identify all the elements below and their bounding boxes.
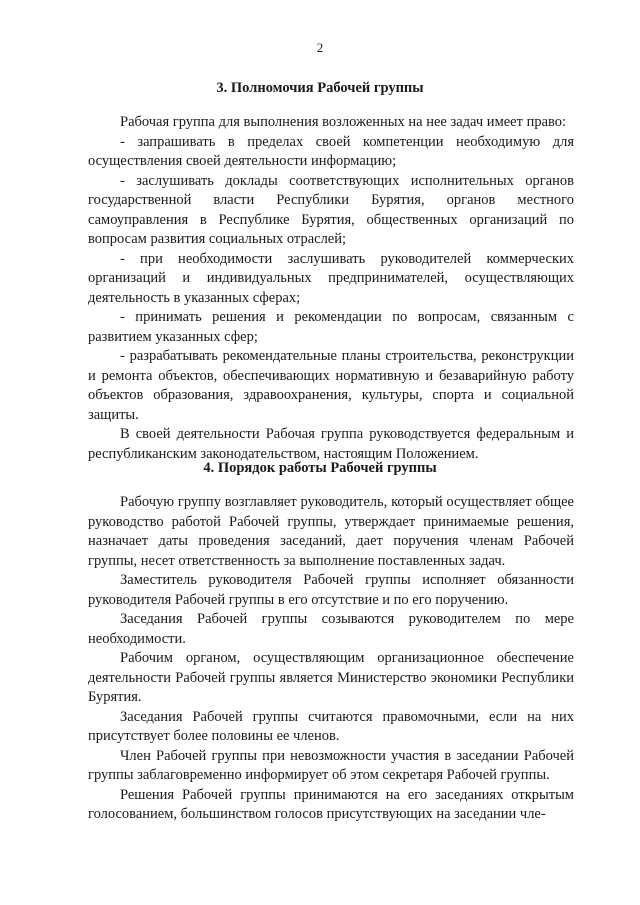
paragraph: Член Рабочей группы при невозможности участия в заседании Рабочей группы заблаговременно информирует об этом секретаря Рабочей группы.: [88, 747, 574, 783]
section-3-body: [88, 113, 574, 464]
paragraph: Заместитель руководителя Рабочей группы исполняет обязанности руководителя Рабочей группы в его отсутствие и по его поручению.: [88, 572, 574, 608]
list-item: - заслушивать доклады соответствующих исполнительных органов государственной власти Республики Бурятия, органов местного самоуправления в Республике Бурятия, общественных организаций по вопросам развития социальных отраслей;: [88, 172, 574, 247]
list-item: - запрашивать в пределах своей компетенции необходимую для осуществления своей деятельности информацию;: [88, 133, 574, 169]
paragraph: Заседания Рабочей группы считаются правомочными, если на них присутствует более половины ее членов.: [88, 708, 574, 744]
paragraph: Рабочим органом, осуществляющим организационное обеспечение деятельности Рабочей группы является Министерство экономики Республики Бурятия.: [88, 650, 574, 705]
paragraph: Рабочая группа для выполнения возложенных на нее задач имеет право:: [120, 114, 567, 130]
paragraph: Заседания Рабочей группы созываются руководителем по мере необходимости.: [88, 611, 574, 647]
paragraph: Решения Рабочей группы принимаются на его заседаниях открытым голосованием, большинством голосов присутствующих на заседании чле-: [88, 786, 574, 822]
paragraph: Рабочую группу возглавляет руководитель, который осуществляет общее руководство работой Рабочей группы, утверждает принимаемые решения, назначает даты проведения заседаний, дает поручения членам Рабочей группы, несет ответственность за выполнение поставленных задач.: [88, 494, 574, 569]
section-4-body: [88, 493, 574, 825]
list-item: - разрабатывать рекомендательные планы строительства, реконструкции и ремонта объектов, обеспечивающих нормативную и безаварийную работу объектов образования, здравоохранения, культуры, спорта и социальной защиты.: [88, 348, 574, 423]
list-item: - при необходимости заслушивать руководителей коммерческих организаций и индивидуальных предпринимателей, осуществляющих деятельность в указанных сферах;: [88, 250, 574, 306]
list-item: - принимать решения и рекомендации по вопросам, связанным с развитием указанных сфер;: [88, 309, 574, 345]
section-4-title: 4. Порядок работы Рабочей группы: [203, 460, 437, 476]
paragraph: В своей деятельности Рабочая группа руководствуется федеральным и республиканским законодательством, настоящим Положением.: [88, 426, 574, 462]
page-number: 2: [316, 40, 324, 55]
section-3-title: 3. Полномочия Рабочей группы: [216, 80, 424, 96]
